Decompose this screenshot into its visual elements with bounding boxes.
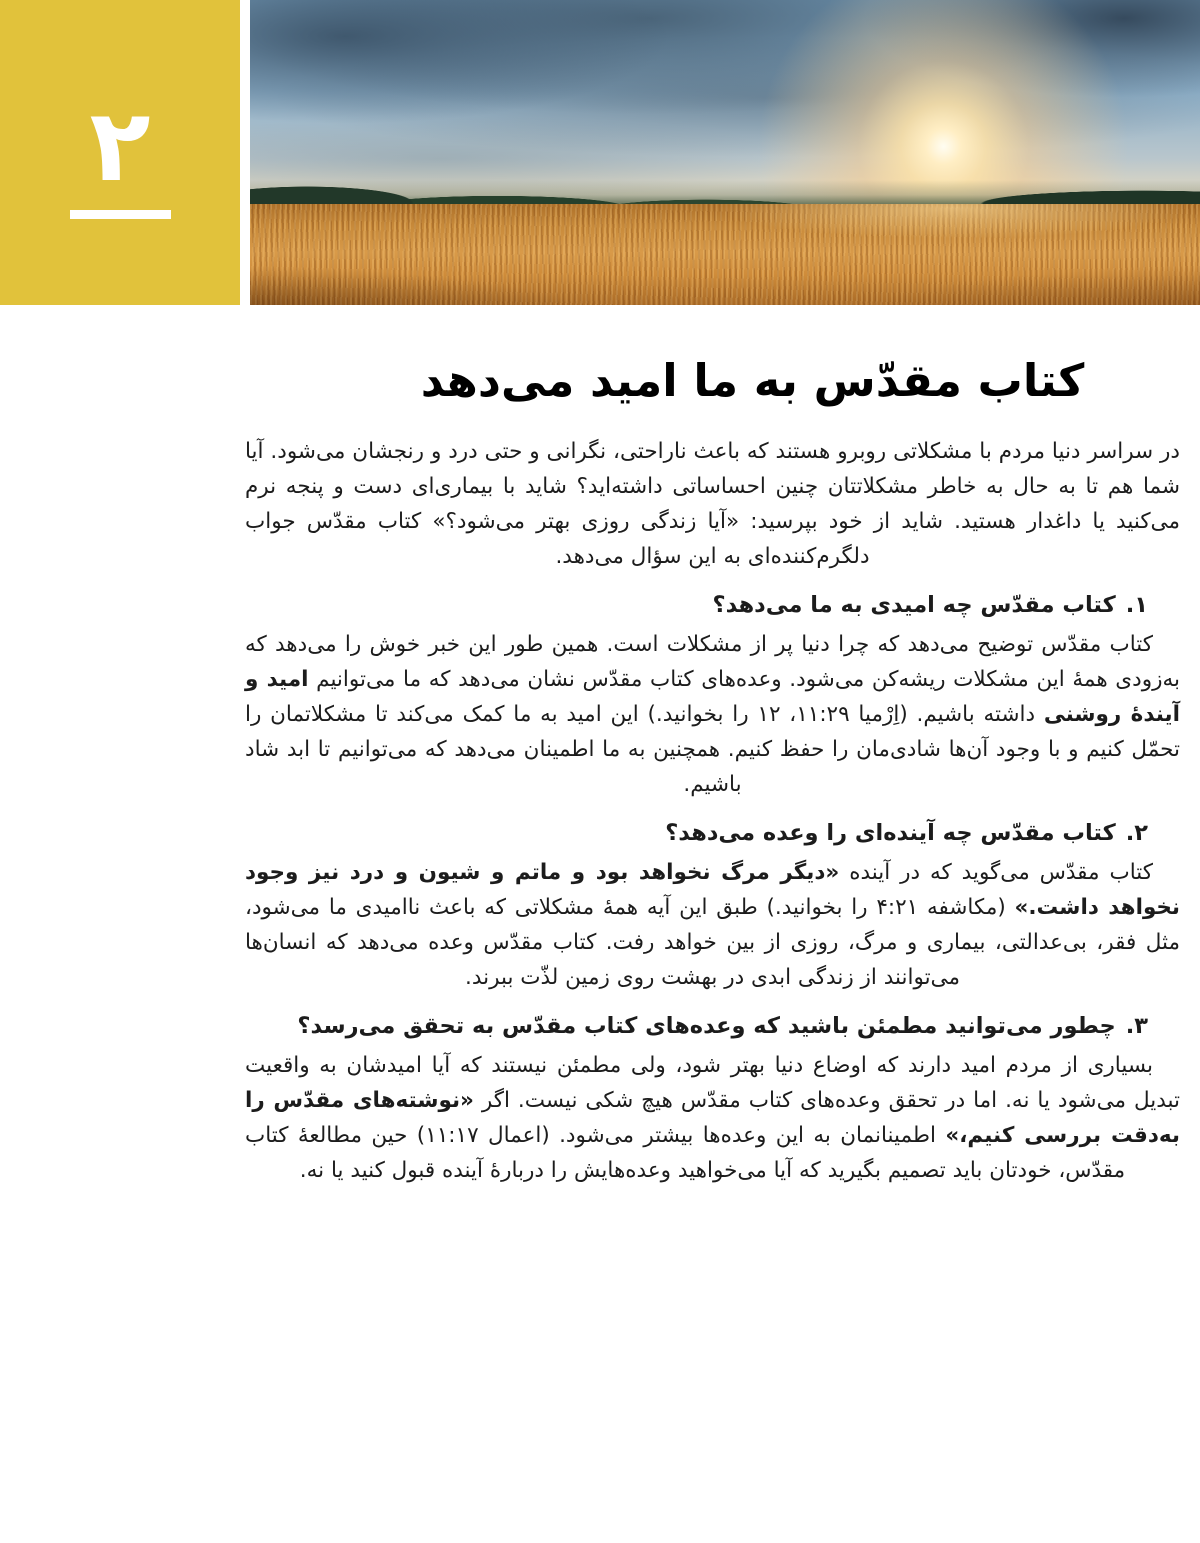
question-number: ۲. (1125, 819, 1148, 846)
question-label: کتاب مقدّس چه امیدی به ما می‌دهد؟ (712, 591, 1116, 618)
question-label: کتاب مقدّس چه آینده‌ای را وعده می‌دهد؟ (665, 819, 1116, 846)
article (245, 305, 1180, 1188)
wheat-field (250, 204, 1200, 305)
question-number: ۱. (1125, 591, 1148, 618)
badge-underline (70, 210, 171, 219)
question-label: چطور می‌توانید مطمئن باشید که وعده‌های کتاب مقدّس به تحقق می‌رسد؟ (297, 1012, 1116, 1039)
study-question (245, 818, 1180, 849)
answer-paragraph: کتاب مقدّس توضیح می‌دهد که چرا دنیا پر از مشکلات است. همین طور این خبر خوش را می‌دهد که به‌زودی همهٔ این مشکلات ریشه‌کن می‌شود. وعده‌های کتاب مقدّس نشان می‌دهد که ما می‌توانیم امید و آیندهٔ روشنی داشته باشیم. (اِرْمیا ۱۱:۲۹، ۱۲ را بخوانید.) این امید به ما کمک می‌کند تا مشکلاتمان را تحمّل کنیم و با وجود آن‌ها شادی‌مان را حفظ کنیم. همچنین به ما اطمینان می‌دهد که می‌توانیم تا ابد شاد باشیم. (245, 631, 1180, 797)
header-photo (250, 0, 1200, 305)
answer-paragraph: کتاب مقدّس می‌گوید که در آینده «دیگر مرگ نخواهد بود و ماتم و شیون و درد نیز وجود نخواهد داشت.» (مکاشفه ۴:۲۱ را بخوانید.) طبق این آیه همهٔ مشکلاتی که باعث ناامیدی ما می‌شود، مثل فقر، بی‌عدالتی، بیماری و مرگ، روزی از بین خواهد رفت. کتاب مقدّس وعده می‌دهد که انسان‌ها می‌توانند از زندگی ابدی در بهشت روی زمین لذّت ببرند. (245, 859, 1180, 990)
question-number: ۳. (1125, 1012, 1148, 1039)
study-question (245, 590, 1180, 621)
answer-paragraph: بسیاری از مردم امید دارند که اوضاع دنیا بهتر شود، ولی مطمئن نیستند که آیا امیدشان به واقعیت تبدیل می‌شود یا نه. اما در تحقق وعده‌های کتاب مقدّس هیچ شکی نیست. اگر «نوشته‌های مقدّس را به‌دقت بررسی کنیم،» اطمینانمان به این وعده‌ها بیشتر می‌شود. (اعمال ۱۱:۱۷) حین مطالعهٔ کتاب مقدّس، خودتان باید تصمیم بگیرید که آیا می‌خواهید وعده‌هایش را دربارهٔ آینده قبول کنید یا نه. (245, 1052, 1180, 1183)
sections (245, 590, 1180, 1188)
lesson-number: ۲ (89, 87, 151, 204)
intro-paragraph: در سراسر دنیا مردم با مشکلاتی روبرو هستند که باعث ناراحتی، نگرانی و حتی درد و رنجشان می‌شود. آیا شما هم تا به حال به خاطر مشکلاتتان چنین احساساتی داشته‌اید؟ شاید با بیماری‌ای دست و پنجه نرم می‌کنید یا داغدار هستید. شاید از خود بپرسید: «آیا زندگی روزی بهتر می‌شود؟» کتاب مقدّس جواب دلگرم‌کننده‌ای به این سؤال می‌دهد. (245, 438, 1180, 569)
study-question (245, 1011, 1180, 1042)
lesson-badge (0, 0, 240, 305)
article-title: کتاب مقدّس به ما امید می‌دهد (420, 354, 1085, 407)
